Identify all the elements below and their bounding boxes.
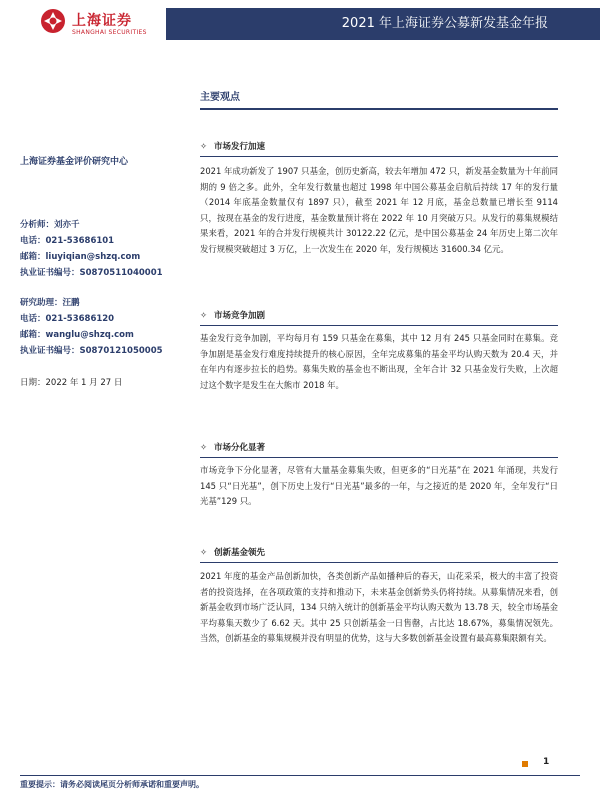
assistant-email: wanglu@shzq.com — [45, 330, 134, 340]
assistant-phone-line — [20, 312, 114, 324]
assistant-phone: 021-53686120 — [45, 314, 115, 324]
assistant-license: S0870121050005 — [79, 346, 163, 356]
section-title-innovation — [200, 546, 265, 558]
section-title-issuance — [200, 140, 265, 152]
section-divider — [200, 325, 558, 326]
report-date: 日期：2022 年 1 月 27 日 — [20, 378, 123, 388]
section-title-divergence — [200, 441, 265, 453]
section-divider — [200, 562, 558, 563]
research-center: 上海证券基金评价研究中心 — [20, 157, 129, 167]
company-logo — [40, 8, 170, 40]
page-marker — [522, 761, 528, 767]
analyst-email-line — [20, 250, 140, 262]
logo-text-en: SHANGHAI SECURITIES — [72, 29, 147, 36]
section-body-innovation: 2021 年度的基金产品创新加快，各类创新产品如播种后的春天，山花采采，极大的丰富了投资者的投资选择，在各项政策的支持和推动下，未来基金创新势头仍将持续。从募集情况来看，创新基金收到市场广泛认同，134 只纳入统计的创新基金平均认购天数为 13.78 天，较全市场基金平均募集天数少了 6.62 天。其中 25 只创新基金一日售罄，占比达 18.67%，募集情况领先。当然，创新基金的募集规模并没有明显的优势，这与大多数创新基金设置有最高募集限额有关。 — [200, 571, 558, 644]
section-title-competition — [200, 309, 265, 321]
assistant-email-line — [20, 328, 134, 340]
diamond-bullet-icon: ✧ — [200, 142, 208, 152]
section-divider — [200, 457, 558, 458]
logo-emblem-icon — [40, 8, 66, 34]
assistant-license-label: 执业证书编号： — [20, 346, 80, 356]
logo-text-cn: 上海证券 — [72, 13, 132, 29]
page-header — [0, 0, 600, 46]
analyst-label: 分析师： — [20, 220, 55, 230]
diamond-bullet-icon: ✧ — [200, 311, 208, 321]
assistant-license-line — [20, 344, 163, 356]
analyst-phone-label: 电话： — [20, 236, 46, 246]
section-body-divergence: 市场竞争下分化显著，尽管有大量基金募集失败，但更多的“日光基”在 2021 年涌现，共发行 145 只“日光基”，创下历史上发行“日光基”最多的一年，与之接近的是 2020 年，全年发行“日光基”129 只。 — [200, 465, 558, 507]
section-body-issuance: 2021 年成功新发了 1907 只基金，创历史新高，较去年增加 472 只，新发基金数量为十年前同期的 9 倍之多。此外，全年发行数量也超过 1998 年中国公募基金启航后持续 17 年的发行量（2014 年底基金数量仅有 1897 只），截至 2021 年 12 月底，基金总数量已增长至 9114 只，按现在基金的发行进度，基金数量预计将在 2022 年 10 月突破万只。从发行的募集规模结果来看，2021 年的合并发行规模共计 30122.22 亿元，是中国公募基金 24 年历史上第二次年发行规模突破超过 3 万亿，上一次发生在 2020 年，发行规模达 31600.34 亿元。 — [200, 166, 558, 254]
assistant-email-label: 邮箱： — [20, 330, 46, 340]
report-title-banner: 2021 年上海证券公募新发基金年报 — [166, 8, 600, 40]
diamond-bullet-icon: ✧ — [200, 443, 208, 453]
main-title-divider — [200, 108, 558, 110]
analyst-email-label: 邮箱： — [20, 252, 46, 262]
analyst-name: 刘亦千 — [54, 220, 80, 230]
analyst-license: S0870511040001 — [79, 268, 163, 278]
section-body-competition: 基金发行竞争加剧，平均每月有 159 只基金在募集，其中 12 月有 245 只基金同时在募集。竞争加剧是基金发行难度持续提升的核心原因，全年完成募集的基金平均认购天数为 20.4 天，并在年内有逐步拉长的趋势。募集失败的基金也不断出现，全年合计 32 只基金发行失败，上次超过这个数字是发生在大熊市 2018 年。 — [200, 333, 558, 390]
footer-notice: 重要提示：请务必阅读尾页分析师承诺和重要声明。 — [20, 780, 204, 789]
analyst-license-line — [20, 266, 163, 278]
section-divider — [200, 156, 558, 157]
page-number: 1 — [543, 757, 550, 767]
assistant-label: 研究助理： — [20, 298, 63, 308]
footer-divider — [20, 775, 580, 776]
assistant-name: 汪鹏 — [62, 298, 80, 308]
analyst-phone-line — [20, 234, 114, 246]
analyst-license-label: 执业证书编号： — [20, 268, 80, 278]
assistant-line — [20, 296, 80, 308]
assistant-phone-label: 电话： — [20, 314, 46, 324]
section-title-text: 创新基金领先 — [214, 548, 266, 558]
section-title-text: 市场竞争加剧 — [214, 311, 266, 321]
analyst-email: liuyiqian@shzq.com — [45, 252, 141, 262]
diamond-bullet-icon: ✧ — [200, 548, 208, 558]
section-title-text: 市场发行加速 — [214, 142, 266, 152]
main-title: 主要观点 — [200, 92, 240, 103]
section-title-text: 市场分化显著 — [214, 443, 266, 453]
analyst-phone: 021-53686101 — [45, 236, 115, 246]
analyst-line — [20, 218, 80, 230]
